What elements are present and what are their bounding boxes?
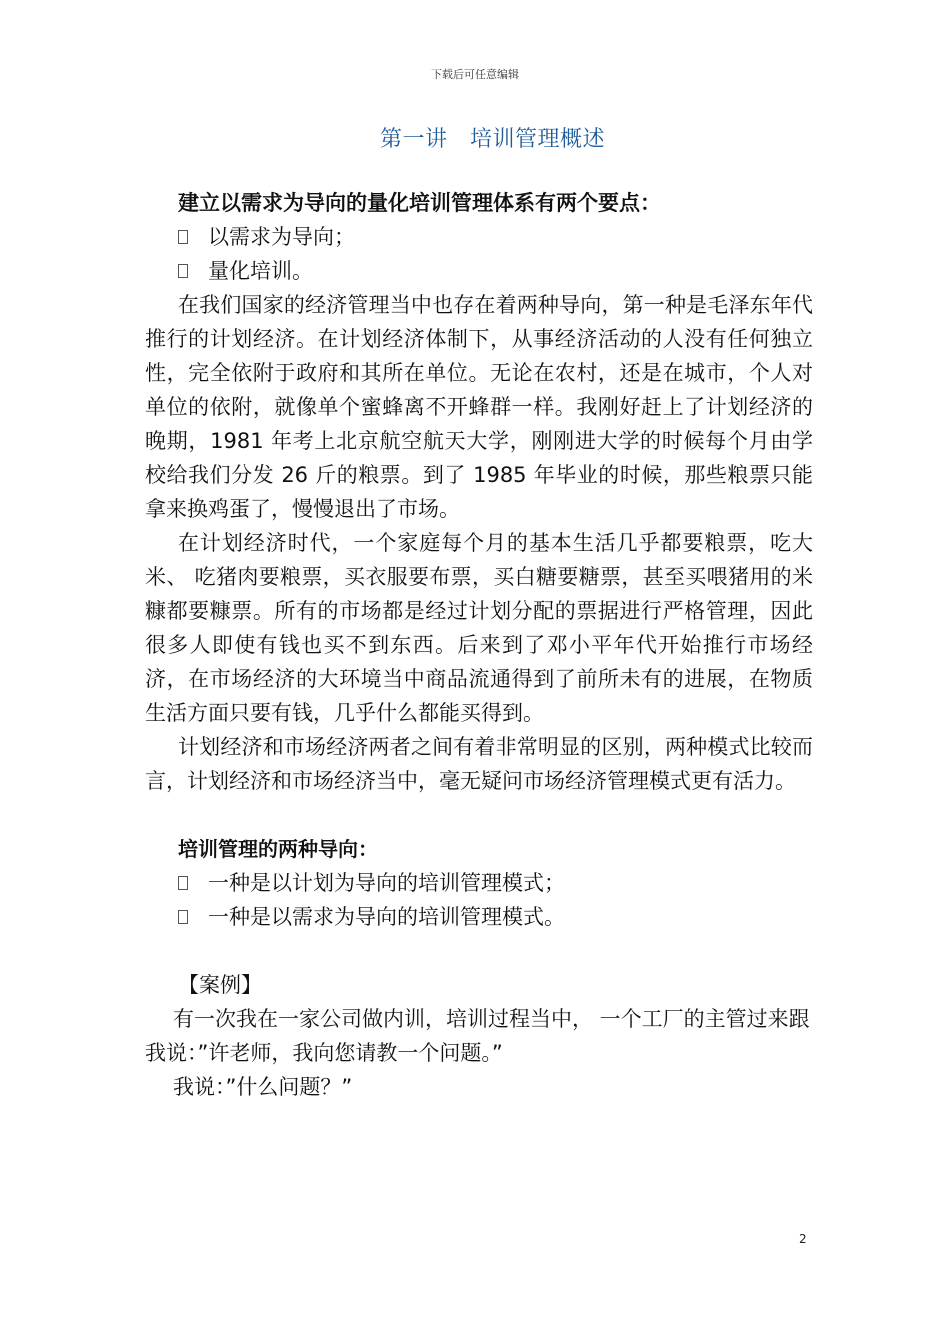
paragraph: 在我们国家的经济管理当中也存在着两种导向，第一种是毛泽东年代推行的计划经济。在计划经济体制下，从事经济活动的人没有任何独立性，完全依附于政府和其所在单位。无论在农村，还是在城市，个人对单位的依附，就像单个蜜蜂离不开蜂群一样。我刚好赶上了计划经济的晚期，1981 年考上北京航空航天大学，刚刚进大学的时候每个月由学校给我们分发 26 斤的粮票。到了 1985 年毕业的时候，那些粮票只能拿来换鸡蛋了，慢慢退出了市场。 [145,293,813,521]
bullet-box-icon [178,264,188,278]
spacer [145,798,813,832]
list-item [145,866,813,900]
paragraph: 在计划经济时代，一个家庭每个月的基本生活几乎都要粮票，吃大米、 吃猪肉要粮票，买衣服要布票，买白糖要糖票，甚至买喂猪用的米糠都要糠票。所有的市场都是经过计划分配的票据进行严格管理，因此很多人即使有钱也买不到东西。后来到了邓小平年代开始推行市场经济，在市场经济的大环境当中商品流通得到了前所未有的进展，在物质生活方面只要有钱，几乎什么都能买得到。 [145,531,813,725]
list-item-text: 一种是以需求为导向的培训管理模式。 [208,905,565,929]
paragraph: 计划经济和市场经济两者之间有着非常明显的区别，两种模式比较而言，计划经济和市场经济当中，毫无疑问市场经济管理模式更有活力。 [145,735,813,793]
case-line: 有一次我在一家公司做内训，培训过程当中， 一个工厂的主管过来跟我说：”许老师，我向您请教一个问题。” [145,1007,810,1065]
bullet-box-icon [178,230,188,244]
spacer [145,934,813,968]
header-note: 下载后可任意编辑 [431,68,519,81]
bullet-box-icon [178,876,188,890]
section1-heading: 建立以需求为导向的量化培训管理体系有两个要点： [178,191,661,215]
case-line: 我说：”什么问题？” [173,1075,353,1099]
page-number: 2 [799,1232,807,1246]
case-label: 【案例】 [178,973,262,997]
bullet-box-icon [178,910,188,924]
section2-heading: 培训管理的两种导向： [178,837,378,861]
document-body [145,186,813,1104]
list-item [145,900,813,934]
list-item [145,254,813,288]
list-item-text: 量化培训。 [208,259,313,283]
list-item [145,220,813,254]
page-title: 第一讲 培训管理概述 [379,127,605,152]
list-item-text: 以需求为导向； [208,225,355,249]
list-item-text: 一种是以计划为导向的培训管理模式； [208,871,565,895]
